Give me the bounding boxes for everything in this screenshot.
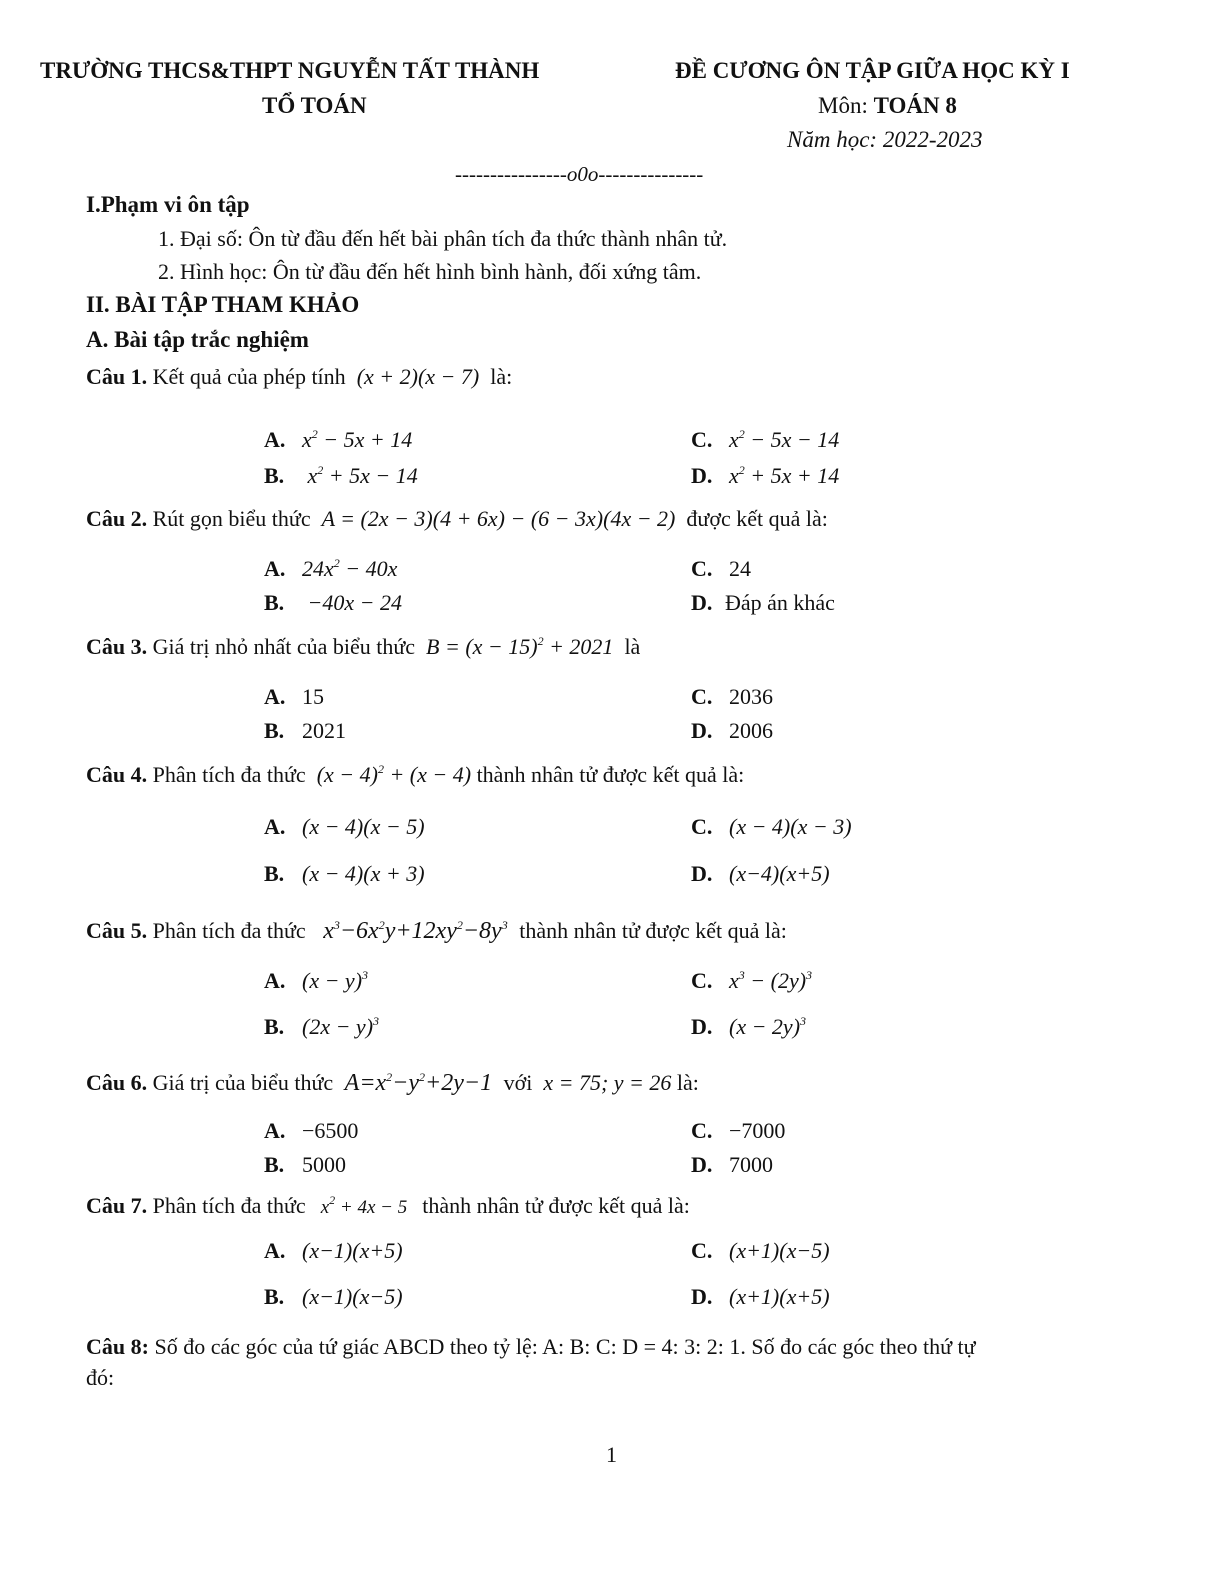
question-1-tail: là: bbox=[490, 364, 513, 389]
q6-option-b[interactable]: B. 5000 bbox=[264, 1152, 346, 1177]
q2-option-b[interactable]: B. −40x − 24 bbox=[264, 590, 402, 615]
q1-option-d[interactable]: D. $x^2 + 5x + 14$ bbox=[691, 463, 840, 488]
q5-option-a[interactable]: A. $(x - y)^3$ bbox=[264, 968, 369, 993]
question-3-expression: $B = (x - 15)^2 + 2021$ bbox=[420, 634, 619, 659]
exercises-heading: II. BÀI TẬP THAM KHẢO bbox=[86, 292, 360, 317]
q3-option-c[interactable]: C. 2036 bbox=[691, 684, 773, 709]
question-1 bbox=[86, 364, 512, 390]
q6-option-a[interactable]: A. −6500 bbox=[264, 1118, 359, 1143]
question-8-text: Số đo các góc của tứ giác ABCD theo tỷ lệ: A: B: C: D = 4: 3: 2: 1. Số đo các góc theo thứ tự bbox=[154, 1334, 976, 1359]
q7-option-a[interactable]: A. (x−1)(x+5) bbox=[264, 1238, 403, 1263]
question-4-label: Câu 4. bbox=[86, 762, 148, 787]
q2-option-d[interactable]: D. Đáp án khác bbox=[691, 590, 835, 615]
question-2-label: Câu 2. bbox=[86, 506, 148, 531]
q1-option-c[interactable]: C. $x^2 - 5x - 14$ bbox=[691, 427, 840, 452]
question-6-tail: là: bbox=[676, 1070, 699, 1095]
q3-option-b[interactable]: B. 2021 bbox=[264, 718, 346, 743]
question-5-text: Phân tích đa thức bbox=[152, 918, 306, 943]
header-divider: ----------------o0o--------------- bbox=[455, 162, 704, 186]
q1-option-b[interactable]: B. $x^2 + 5x - 14$ bbox=[264, 463, 418, 488]
question-5 bbox=[86, 918, 787, 945]
subject-label: Môn: bbox=[818, 93, 868, 118]
q4-option-d[interactable]: D. (x−4)(x+5) bbox=[691, 861, 830, 886]
q7-option-c[interactable]: C. (x+1)(x−5) bbox=[691, 1238, 830, 1263]
question-6-with: với bbox=[503, 1070, 533, 1095]
question-3 bbox=[86, 634, 640, 660]
question-1-expression: (x + 2)(x − 7) bbox=[351, 364, 485, 389]
multiple-choice-heading: A. Bài tập trắc nghiệm bbox=[86, 327, 309, 352]
school-name: TRƯỜNG THCS&THPT NGUYỄN TẤT THÀNH bbox=[40, 58, 540, 83]
question-7-label: Câu 7. bbox=[86, 1193, 148, 1218]
question-3-label: Câu 3. bbox=[86, 634, 148, 659]
question-4-expression: $(x - 4)^2 + (x - 4)$ bbox=[311, 762, 472, 787]
question-7 bbox=[86, 1193, 690, 1219]
q5-option-c[interactable]: C. $x^3 - (2y)^3$ bbox=[691, 968, 813, 993]
question-6-label: Câu 6. bbox=[86, 1070, 148, 1095]
q5-option-d[interactable]: D. $(x - 2y)^3$ bbox=[691, 1014, 807, 1039]
question-8 bbox=[86, 1334, 976, 1360]
question-2-expression: A = (2x − 3)(4 + 6x) − (6 − 3x)(4x − 2) bbox=[316, 506, 681, 531]
q6-option-d[interactable]: D. 7000 bbox=[691, 1152, 773, 1177]
question-8-label: Câu 8: bbox=[86, 1334, 149, 1359]
q7-option-b[interactable]: B. (x−1)(x−5) bbox=[264, 1284, 403, 1309]
q3-option-a[interactable]: A. 15 bbox=[264, 684, 324, 709]
question-8-line-2: đó: bbox=[86, 1365, 115, 1390]
question-7-text: Phân tích đa thức bbox=[152, 1193, 306, 1218]
question-3-tail: là bbox=[624, 634, 641, 659]
question-4-text: Phân tích đa thức bbox=[152, 762, 306, 787]
question-4 bbox=[86, 762, 744, 788]
q7-option-d[interactable]: D. (x+1)(x+5) bbox=[691, 1284, 830, 1309]
question-5-tail: thành nhân tử được kết quả là: bbox=[519, 918, 787, 943]
department-name: TỔ TOÁN bbox=[262, 93, 367, 118]
school-year: Năm học: 2022-2023 bbox=[787, 127, 983, 152]
scope-item-1: 1. Đại số: Ôn từ đầu đến hết bài phân tích đa thức thành nhân tử. bbox=[158, 226, 728, 251]
question-2-text: Rút gọn biểu thức bbox=[152, 506, 311, 531]
question-2-tail: được kết quả là: bbox=[686, 506, 828, 531]
q4-option-c[interactable]: C. (x − 4)(x − 3) bbox=[691, 814, 852, 839]
q3-option-d[interactable]: D. 2006 bbox=[691, 718, 773, 743]
question-7-tail: thành nhân tử được kết quả là: bbox=[422, 1193, 690, 1218]
question-1-label: Câu 1. bbox=[86, 364, 148, 389]
question-6-values: x = 75; y = 26 bbox=[537, 1070, 672, 1095]
q4-option-b[interactable]: B. (x − 4)(x + 3) bbox=[264, 861, 425, 886]
question-6-expression: $A=x^2-y^2+2y-1$ bbox=[338, 1070, 499, 1096]
document-title: ĐỀ CƯƠNG ÔN TẬP GIỮA HỌC KỲ I bbox=[675, 58, 1070, 83]
q5-option-b[interactable]: B. $(2x - y)^3$ bbox=[264, 1014, 380, 1039]
question-4-tail: thành nhân tử được kết quả là: bbox=[476, 762, 745, 787]
q2-option-a[interactable]: A. $24x^2 - 40x$ bbox=[264, 556, 398, 581]
scope-heading: I.Phạm vi ôn tập bbox=[86, 192, 250, 217]
question-6 bbox=[86, 1070, 699, 1097]
question-1-text: Kết quả của phép tính bbox=[152, 364, 346, 389]
q4-option-a[interactable]: A. (x − 4)(x − 5) bbox=[264, 814, 425, 839]
question-2 bbox=[86, 506, 828, 532]
subject-line bbox=[818, 93, 957, 119]
page-number: 1 bbox=[606, 1442, 617, 1467]
question-5-label: Câu 5. bbox=[86, 918, 148, 943]
scope-item-2: 2. Hình học: Ôn từ đầu đến hết hình bình hành, đối xứng tâm. bbox=[158, 259, 702, 284]
question-3-text: Giá trị nhỏ nhất của biểu thức bbox=[152, 634, 416, 659]
subject-name: TOÁN 8 bbox=[873, 93, 957, 118]
question-6-text: Giá trị của biểu thức bbox=[152, 1070, 334, 1095]
question-5-expression: $x^3-6x^2y+12xy^2-8y^3$ bbox=[311, 918, 508, 944]
q2-option-c[interactable]: C. 24 bbox=[691, 556, 751, 581]
q6-option-c[interactable]: C. −7000 bbox=[691, 1118, 786, 1143]
q1-option-a[interactable]: A. $x^2 - 5x + 14$ bbox=[264, 427, 413, 452]
question-7-expression: $x^2 + 4x - 5$ bbox=[311, 1193, 417, 1218]
